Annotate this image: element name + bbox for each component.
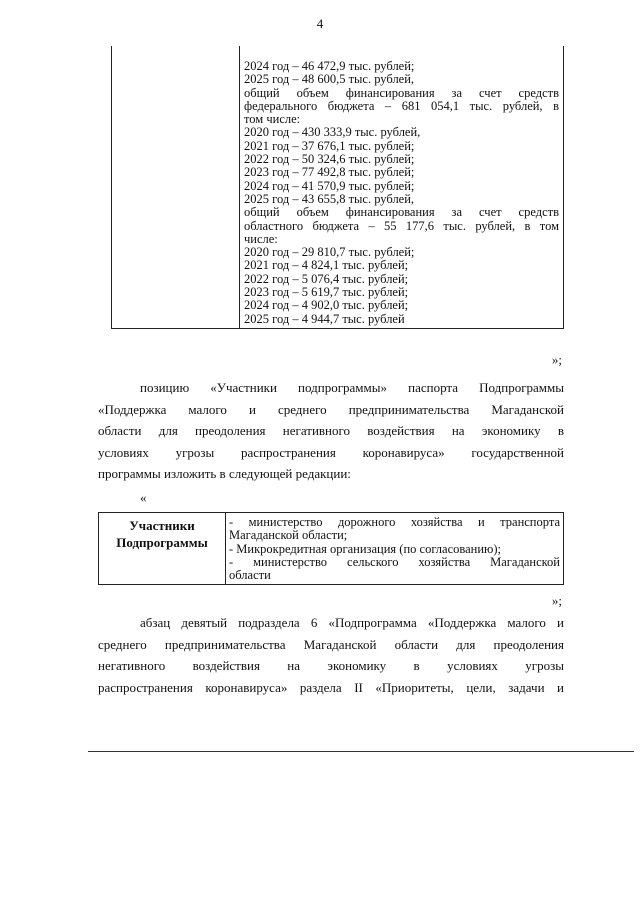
funding-line: 2023 год – 77 492,8 тыс. рублей; — [244, 165, 415, 180]
funding-line: том числе: — [244, 112, 301, 127]
participant-line: - министерство сельского хозяйства Магаданской — [229, 554, 560, 569]
participants-label: Участники Подпрограммы — [99, 513, 226, 585]
opening-quote: « — [140, 490, 147, 505]
funding-line: 2025 год – 48 600,5 тыс. рублей, — [244, 72, 415, 87]
funding-line: числе: — [244, 231, 278, 246]
funding-table-right-cell — [240, 46, 564, 328]
funding-line: 2023 год – 5 619,7 тыс. рублей; — [244, 285, 409, 300]
funding-line: 2021 год – 4 824,1 тыс. рублей; — [244, 258, 409, 273]
participant-line: Магаданской области; — [229, 528, 348, 543]
funding-line: 2021 год – 37 676,1 тыс. рублей; — [244, 138, 415, 153]
paragraph-line: позицию «Участники подпрограммы» паспорта Подпрограммы — [140, 380, 564, 395]
paragraph-line: распространения коронавируса» раздела II «Приоритеты, цели, задачи и — [98, 679, 564, 695]
paragraph-line: условиях угрозы распространения коронавируса» государственной — [98, 444, 564, 460]
paragraph-participants — [98, 377, 564, 485]
participants-value — [226, 513, 564, 585]
funding-line: общий объем финансирования за счет средств — [244, 85, 559, 100]
page-number: 4 — [316, 16, 324, 31]
funding-line: 2024 год – 41 570,9 тыс. рублей; — [244, 178, 415, 193]
funding-line: 2024 год – 4 902,0 тыс. рублей; — [244, 298, 409, 313]
paragraph-line: абзац девятый подраздела 6 «Подпрограмма «Поддержка малого и — [140, 615, 564, 630]
funding-line: 2025 год – 43 655,8 тыс. рублей, — [244, 191, 415, 206]
funding-line: 2020 год – 29 810,7 тыс. рублей; — [244, 245, 415, 260]
funding-line: федерального бюджета – 681 054,1 тыс. рублей, в — [244, 98, 559, 113]
closing-quote: »; — [551, 352, 562, 367]
bottom-rule — [88, 751, 634, 752]
paragraph-subsection — [98, 612, 564, 698]
funding-line: 2020 год – 430 333,9 тыс. рублей, — [244, 125, 421, 140]
paragraph-line: негативного воздействия на экономику в условиях угрозы — [98, 658, 564, 673]
funding-line: областного бюджета – 55 177,6 тыс. рублей, в том — [244, 218, 559, 233]
funding-table — [111, 46, 564, 329]
funding-line: 2024 год – 46 472,9 тыс. рублей; — [244, 59, 415, 73]
participant-line: области — [229, 568, 271, 583]
closing-quote: »; — [551, 593, 562, 608]
participants-table — [98, 512, 564, 585]
funding-line: 2022 год – 50 324,6 тыс. рублей; — [244, 152, 415, 167]
funding-line: 2022 год – 5 076,4 тыс. рублей; — [244, 271, 409, 286]
participant-line: - министерство дорожного хозяйства и транспорта — [229, 515, 560, 529]
participant-line: - Микрокредитная организация (по согласованию); — [229, 541, 502, 556]
paragraph-line: среднего предпринимательства Магаданской области для преодоления — [98, 636, 564, 652]
funding-line: общий объем финансирования за счет средств — [244, 205, 559, 220]
paragraph-line: области для преодоления негативного воздействия на экономику в — [98, 423, 564, 438]
funding-line: 2025 год – 4 944,7 тыс. рублей — [244, 311, 405, 326]
paragraph-line: «Поддержка малого и среднего предпринимательства Магаданской — [98, 401, 564, 417]
paragraph-line: программы изложить в следующей редакции: — [98, 466, 351, 481]
funding-table-left-cell — [112, 46, 240, 328]
